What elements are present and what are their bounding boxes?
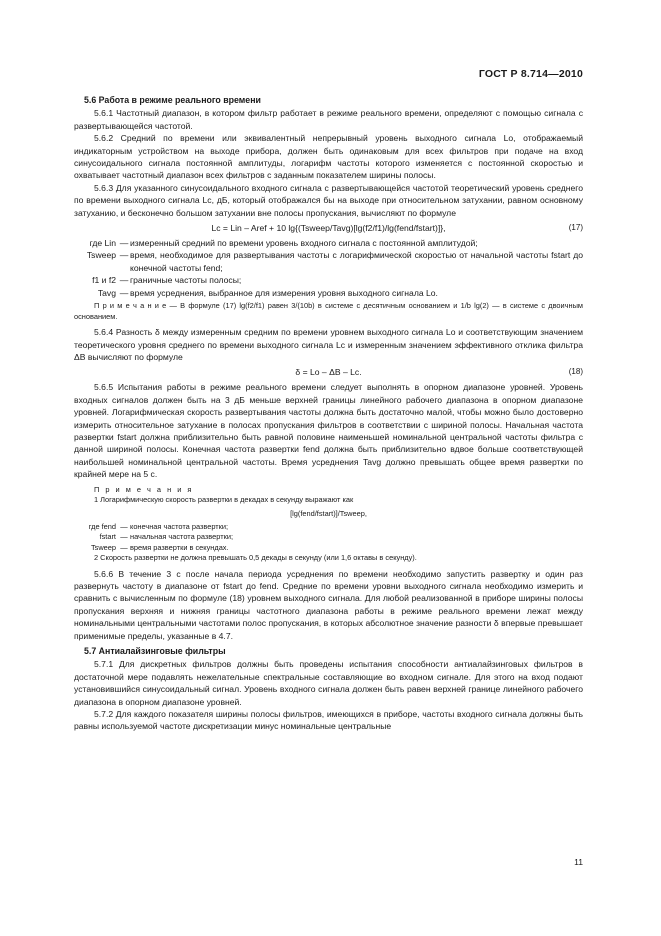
paragraph-5-6-5: 5.6.5 Испытания работы в режиме реального времени следует выполнять в опорном диапазоне уровней. Уровень входных сигналов должен быть на 3 дБ меньше верхней границы линейного рабочего диапазона в опорном диапазоне уровней. Логарифмическая скорость развертывания частоты должна быть достаточно малой, чтобы можно было достоверно измерить относительное затухание в полосах пропускания фильтров в соответствии с шириной полосы. Начальная частота развертки fstart должна приблизительно быть равной половине наименьшей номинальной центральной частоты фильтра с данной шириной полосы. Конечная частота развертки fend должна быть приблизительно вдвое больше соответствующей наибольшей номинальной центральной частоты. Время усреднения Tavg должно превышать общее время развертки по крайней мере на 5 с. (74, 382, 583, 480)
paragraph-5-6-1: 5.6.1 Частотный диапазон, в котором фильтр работает в режиме реального времени, определяют с помощью сигнала с развертывающейся частотой. (74, 108, 583, 131)
page-number: 11 (574, 857, 583, 867)
note-formula-17: П р и м е ч а н и е — В формуле (17) lg(f2/f1) равен 3/(10b) в системе с десятичным основанием и 1/b lg(2) — в системе с двоичным основанием. (74, 301, 583, 321)
definition-desc: время усреднения, выбранное для измерения уровня выходного сигнала Lо. (130, 287, 438, 298)
definition-term: Tsweep (86, 250, 116, 261)
definition-row: Tsweep — время, необходимое для развертывания частоты с логарифмической скоростью от начальной частоты fstart до конечной частоты fend; (74, 249, 583, 274)
definition-row: где Lin — измеренный средний по времени уровень входного сигнала с постоянной амплитудой; (74, 237, 583, 249)
definition-desc: граничные частоты полосы; (130, 275, 242, 286)
definition-term: где fend (88, 521, 116, 531)
paragraph-5-6-4: 5.6.4 Разность δ между измеренным средним по времени уровнем выходного сигнала Lо и соответствующим значением теоретического уровня среднего по времени выходного сигнала Lс и измеренным значением эффективного отклика фильтра ΔB вычисляют по формуле (74, 327, 583, 362)
formula-18 (74, 366, 583, 379)
definition-term: где Lin (89, 238, 116, 249)
note-2: 2 Скорость развертки не должна превышать 0,5 декады в секунду (или 1,6 октавы в секунду). (94, 553, 417, 563)
definition-term: fstart (99, 532, 116, 542)
definition-desc: начальная частота развертки; (130, 532, 233, 542)
definition-desc: время развертки в секундах. (130, 542, 229, 552)
formula-17-definitions (74, 237, 583, 299)
definition-row: Tavg — время усреднения, выбранное для измерения уровня выходного сигнала Lо. (74, 287, 583, 299)
note-definition-row: fstart — начальная частота развертки; (74, 532, 583, 543)
notes-title: П р и м е ч а н и я (94, 484, 194, 494)
paragraph-5-6-6: 5.6.6 В течение 3 с после начала периода усреднения по времени необходимо запустить развертку и один раз развернуть частоту в диапазоне от fstart до fend. Средние по времени уровни выходного сигнала необходимо измерить и сравнить с вычисленным по формуле (18) уровнем выходного сигнала. Для любой реализованной в приборе ширины полосы пропускания верхняя и нижняя границы частотного диапазона работы в режиме реального времени лежат между номинальными центральными частотами полос пропускания, в которых абсолютное значение разности δ впервые превышает применимые пределы, указанные в 4.7. (74, 568, 583, 641)
formula-17-number: (17) (568, 223, 583, 233)
section-heading-5-7: 5.7 Антиалайзинговые фильтры (84, 646, 226, 656)
note-1: 1 Логарифмическую скорость развертки в декадах в секунду выражают как (94, 495, 354, 505)
note-definition-row: где fend — конечная частота развертки; (74, 522, 583, 533)
document-header: ГОСТ Р 8.714—2010 (478, 68, 583, 80)
definition-row: f1 и f2 — граничные частоты полосы; (74, 274, 583, 286)
document-body (74, 94, 583, 733)
paragraph-5-6-3: 5.6.3 Для указанного синусоидального входного сигнала с развертывающейся частотой теоретический уровень среднего по времени выходного сигнала Lс, дБ, который отображался бы на выходе при относительном затухании, равном основному затуханию, и бесконечно большом затухании вне полосы пропускания, вычисляют по формуле (74, 182, 583, 218)
paragraph-5-7-2: 5.7.2 Для каждого показателя ширины полосы фильтров, имеющихся в приборе, частоты входного сигнала должны быть равны используемой частоте дискретизации минус номинальные центральные (74, 709, 583, 732)
formula-18-text: δ = Lо – ΔB – Lс. (295, 367, 362, 378)
section-heading-5-6: 5.6 Работа в режиме реального времени (84, 95, 261, 105)
definition-desc: время, необходимое для развертывания частоты с логарифмической скоростью от начальной частоты fstart до конечной частоты fend; (130, 250, 583, 273)
paragraph-5-7-1: 5.7.1 Для дискретных фильтров должны быть проведены испытания способности антиалайзинговых фильтров в достаточной мере подавлять нежелательные спектральные составляющие во входном сигнале. Для этого на вход подают установившийся синусоидальный сигнал. Уровень входного сигнала должен быть равен верхней границе линейного рабочего диапазона в опорном диапазоне уровней. (74, 659, 583, 707)
definition-term: Tsweep (90, 542, 116, 552)
definition-term: Tavg (97, 287, 116, 298)
note-definition-row: Tsweep — время развертки в секундах. (74, 543, 583, 554)
formula-17-text: Lс = Lin – Aref + 10 lg{(Tsweep/Tavg)[lg(f2/f1)/lg(fend/fstart)]}, (211, 223, 446, 234)
definition-desc: конечная частота развертки; (130, 521, 229, 531)
definition-desc: измеренный средний по времени уровень входного сигнала с постоянной амплитудой; (130, 238, 478, 249)
note-1-formula: [lg(fend/fstart)]/Tsweep, (290, 508, 367, 518)
paragraph-5-6-2: 5.6.2 Средний по времени или эквивалентный непрерывный уровень выходного сигнала Lо, отображаемый индикаторным устройством на выходе прибора, должен быть одинаковым для всех фильтров при подаче на вход синусоидального сигнала постоянной амплитуды, логарифм частоты которого изменяется с постоянной скоростью и охватывает частотный диапазон всех фильтров с заданным показателем ширины полосы. (74, 133, 583, 181)
formula-17 (74, 222, 583, 235)
formula-18-number: (18) (568, 367, 583, 377)
definition-term: f1 и f2 (92, 275, 116, 286)
